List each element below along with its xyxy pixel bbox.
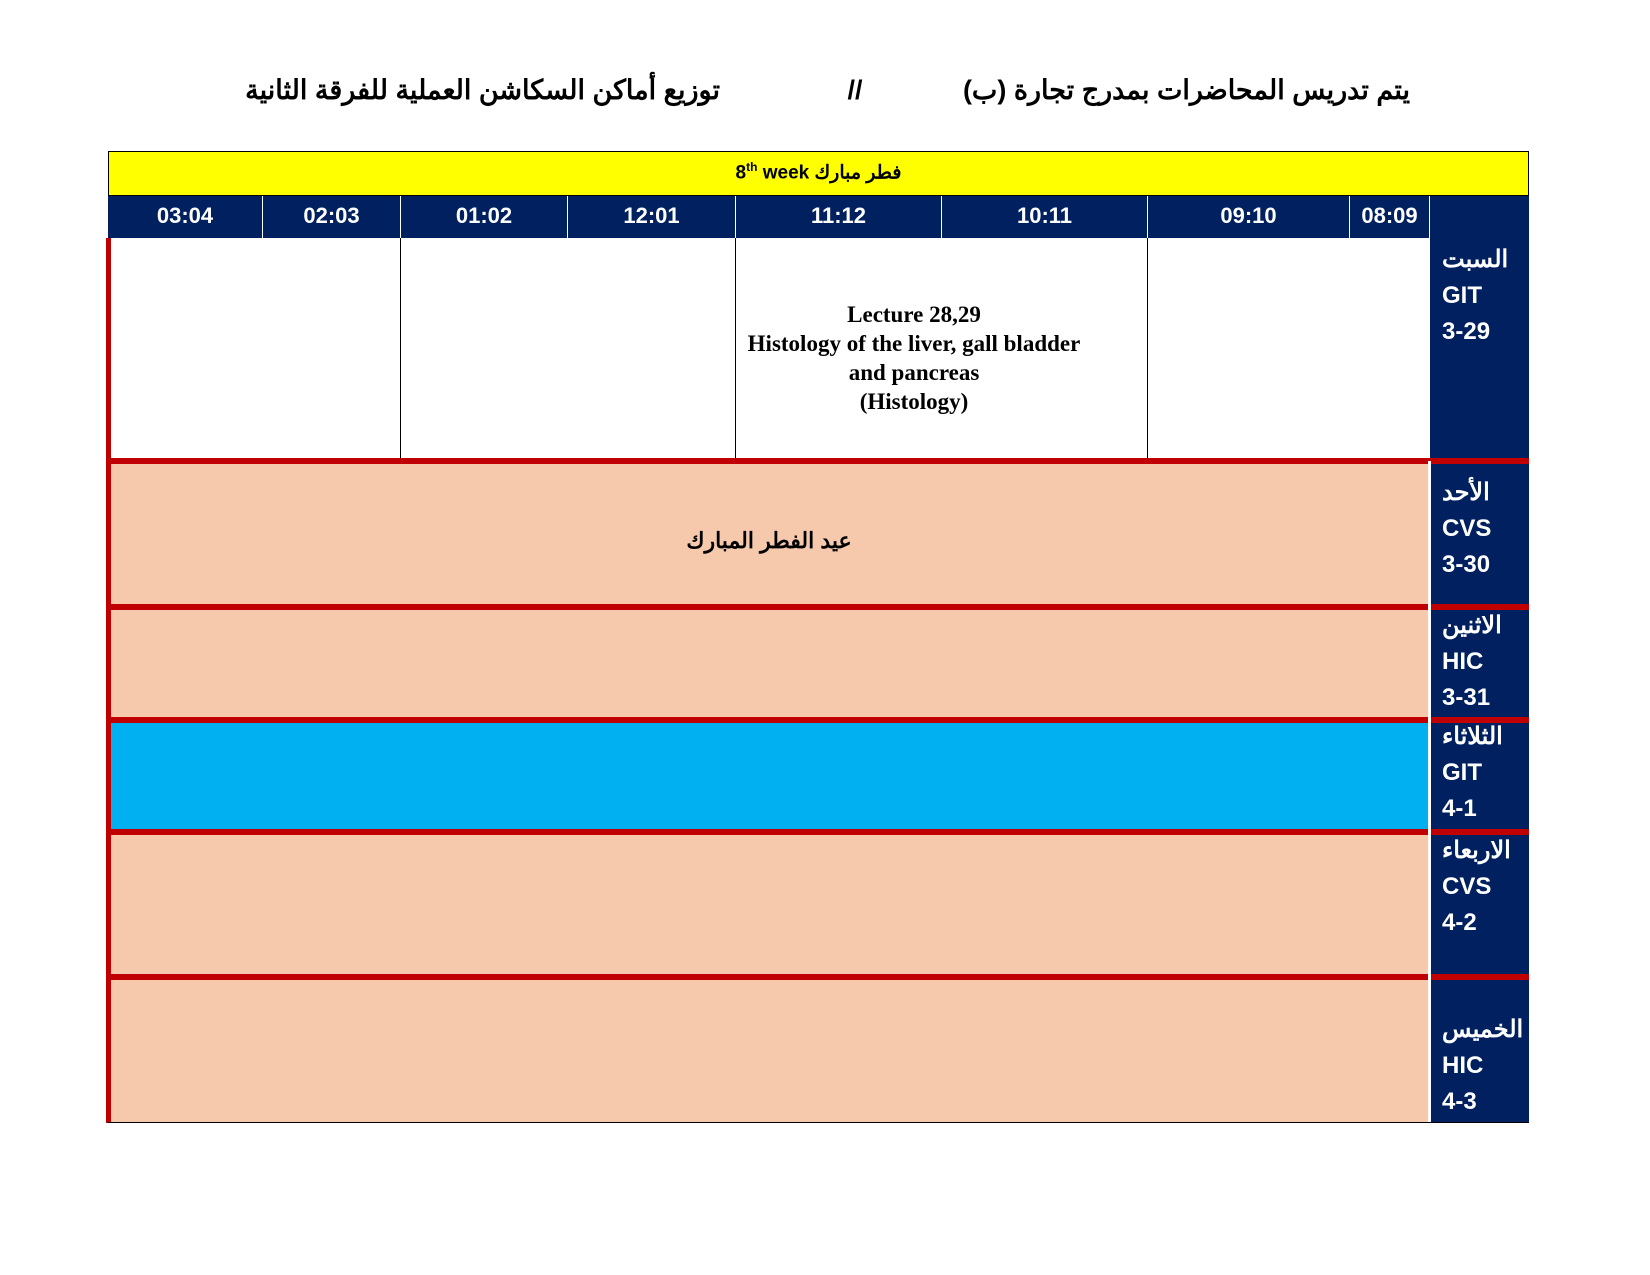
day-name: الثلاثاء bbox=[1442, 723, 1503, 750]
holiday-label: عيد الفطر المبارك bbox=[686, 528, 852, 553]
day-label-thursday bbox=[1430, 976, 1529, 1123]
row-tuesday bbox=[108, 719, 1430, 831]
day-label-tuesday bbox=[1430, 719, 1529, 831]
sat-slot-08-10 bbox=[1148, 238, 1430, 461]
day-date: 4-1 bbox=[1442, 795, 1477, 822]
time-slot-08-09: 08:09 bbox=[1350, 196, 1430, 238]
day-name: الاربعاء bbox=[1442, 837, 1511, 864]
left-border bbox=[106, 238, 111, 1123]
row-saturday bbox=[108, 238, 1430, 461]
day-code: GIT bbox=[1442, 759, 1482, 786]
day-code: CVS bbox=[1442, 515, 1492, 542]
day-date: 4-2 bbox=[1442, 909, 1477, 936]
week-banner bbox=[108, 151, 1529, 196]
header-lecture-hall-note: يتم تدريس المحاضرات بمدرج تجارة (ب) bbox=[962, 75, 1410, 105]
sat-slot-03-02 bbox=[108, 238, 401, 461]
day-date: 3-30 bbox=[1442, 551, 1491, 578]
day-date: 3-29 bbox=[1442, 318, 1491, 345]
lecture-title-line2: and pancreas bbox=[848, 360, 980, 385]
day-label-saturday bbox=[1430, 238, 1529, 461]
week-ordinal-suffix: th bbox=[746, 160, 758, 174]
time-header-corner bbox=[1430, 196, 1529, 238]
day-label-sunday bbox=[1430, 461, 1529, 606]
header-sections-note: توزيع أماكن السكاشن العملية للفرقة الثانية bbox=[245, 75, 720, 105]
week-word: week bbox=[762, 162, 810, 184]
time-slot-10-11: 10:11 bbox=[942, 196, 1148, 238]
day-name: الأحد bbox=[1442, 479, 1490, 506]
day-code: HIC bbox=[1442, 1052, 1484, 1079]
day-column-gap bbox=[1428, 461, 1431, 1123]
row-divider bbox=[108, 974, 1529, 980]
week-ordinal: 8 bbox=[735, 162, 747, 184]
row-sunday bbox=[108, 461, 1430, 606]
time-slot-03-04: 03:04 bbox=[108, 196, 263, 238]
day-label-monday bbox=[1430, 606, 1529, 719]
day-code: HIC bbox=[1442, 648, 1484, 675]
time-slot-12-01: 12:01 bbox=[568, 196, 736, 238]
day-date: 4-3 bbox=[1442, 1088, 1477, 1115]
time-slot-01-02: 01:02 bbox=[401, 196, 568, 238]
lecture-number: Lecture 28,29 bbox=[847, 302, 981, 327]
schedule-table bbox=[108, 151, 1529, 1123]
lecture-block bbox=[715, 300, 1113, 416]
row-divider bbox=[108, 829, 1529, 835]
day-name: الخميس bbox=[1442, 1016, 1524, 1043]
row-divider bbox=[108, 717, 1529, 723]
time-slot-02-03: 02:03 bbox=[263, 196, 401, 238]
time-header-row bbox=[108, 196, 1529, 238]
day-name: السبت bbox=[1442, 246, 1509, 273]
row-monday bbox=[108, 606, 1430, 719]
header-separator: // bbox=[847, 75, 863, 105]
row-wednesday bbox=[108, 831, 1430, 976]
row-thursday bbox=[108, 976, 1430, 1123]
day-date: 3-31 bbox=[1442, 684, 1491, 711]
day-code: GIT bbox=[1442, 282, 1482, 309]
week-label-ar: فطر مبارك bbox=[814, 162, 902, 184]
sat-slot-02-12 bbox=[401, 238, 736, 461]
day-label-wednesday bbox=[1430, 831, 1529, 976]
table-bottom-border bbox=[108, 1122, 1529, 1123]
day-name: الاثنين bbox=[1442, 612, 1502, 639]
time-slot-11-12: 11:12 bbox=[736, 196, 942, 238]
day-code: CVS bbox=[1442, 873, 1492, 900]
row-divider bbox=[108, 604, 1529, 610]
lecture-department: (Histology) bbox=[859, 389, 969, 414]
row-divider bbox=[108, 458, 1529, 464]
time-slot-09-10: 09:10 bbox=[1148, 196, 1350, 238]
lecture-title-line1: Histology of the liver, gall bladder bbox=[747, 331, 1081, 356]
